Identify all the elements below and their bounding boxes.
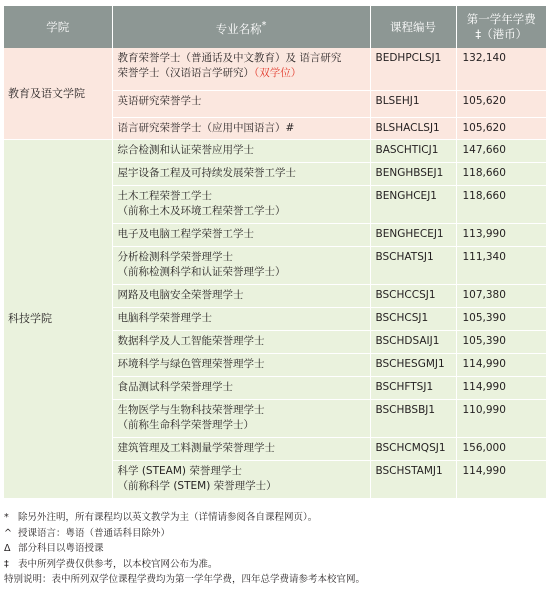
programme-name-cell bbox=[112, 284, 370, 307]
programme-code-cell: BENGHECEJ1 bbox=[370, 223, 456, 246]
footnote-symbol: ^ bbox=[4, 527, 12, 539]
programme-name-line: 环境科学与绿色管理荣誉理学士 bbox=[117, 357, 265, 370]
programme-name-cell bbox=[112, 162, 370, 185]
tuition-fee-cell: 113,990 bbox=[456, 223, 546, 246]
footnote-symbol: ‡ bbox=[4, 558, 9, 570]
programme-table-container bbox=[4, 6, 546, 499]
programme-name-cell bbox=[112, 117, 370, 139]
programme-name-line: 土木工程荣誉工学士 bbox=[117, 189, 212, 202]
programme-name-cell bbox=[112, 353, 370, 376]
faculty-cell: 科技学院 bbox=[4, 139, 112, 498]
programme-name-line: 电脑科学荣誉理学士 bbox=[117, 311, 212, 324]
programme-name-line: 食品测试科学荣誉理学士 bbox=[117, 380, 233, 393]
faculty-cell: 教育及语文学院 bbox=[4, 48, 112, 139]
programme-name-line bbox=[118, 479, 366, 494]
table-header-row bbox=[4, 6, 546, 48]
programme-name-line bbox=[118, 66, 366, 81]
programme-name-cell bbox=[112, 460, 370, 498]
footnote-symbol: * bbox=[4, 512, 9, 523]
programme-code-cell: BSCHCMQSJ1 bbox=[370, 437, 456, 460]
programme-name-sub: （前称检测科学和认证荣誉理学士） bbox=[117, 265, 286, 278]
programme-name-line: 教育荣誉学士（普通话及中文教育）及 语言研究 bbox=[117, 52, 342, 64]
programme-name-sub: （前称生命科学荣誉理学士） bbox=[117, 418, 254, 431]
footnote-text: 除另外注明，所有课程均以英文教学为主（详情请参阅各自课程网页）。 bbox=[18, 512, 318, 523]
header-code: 课程编号 bbox=[370, 6, 456, 48]
programme-code-cell: BSCHBSBJ1 bbox=[370, 399, 456, 437]
programme-name-line: 数据科学及人工智能荣誉理学士 bbox=[117, 334, 265, 347]
programme-name-sub: （前称土木及环境工程荣誉工学士） bbox=[117, 204, 286, 217]
programme-name-cell bbox=[112, 246, 370, 284]
programme-name-line: 综合检测和认证荣誉应用学士 bbox=[117, 143, 254, 156]
programme-name-line: 分析检测科学荣誉理学士 bbox=[117, 250, 233, 263]
programme-code-cell: BSCHESGMJ1 bbox=[370, 353, 456, 376]
tuition-fee-cell: 114,990 bbox=[456, 460, 546, 498]
programme-name-cell bbox=[112, 90, 370, 117]
footnote-item bbox=[4, 526, 546, 542]
footnote-text: 授课语言：粤语（普通话科目除外） bbox=[18, 527, 171, 539]
tuition-fee-cell: 107,380 bbox=[456, 284, 546, 307]
programme-name-line: 建筑管理及工料测量学荣誉理学士 bbox=[117, 441, 275, 454]
programme-name-sub: （前称科学 (STEM) 荣誉理学士） bbox=[117, 479, 277, 492]
tuition-fee-cell: 118,660 bbox=[456, 162, 546, 185]
programme-code-cell: BSCHATSJ1 bbox=[370, 246, 456, 284]
tuition-fee-cell: 147,660 bbox=[456, 139, 546, 162]
programme-name-line bbox=[118, 265, 366, 280]
programme-name-cell bbox=[112, 48, 370, 90]
programme-name-line: 电子及电脑工程学荣誉工学士 bbox=[117, 227, 254, 240]
table-row bbox=[4, 48, 546, 90]
programme-name-cell bbox=[112, 185, 370, 223]
programme-code-cell: BENGHCEJ1 bbox=[370, 185, 456, 223]
double-degree-label: （双学位） bbox=[254, 67, 302, 79]
programme-fee-table bbox=[4, 6, 547, 499]
tuition-fee-cell: 111,340 bbox=[456, 246, 546, 284]
header-fee-line1: 第一学年学费 bbox=[466, 12, 536, 26]
programme-name-cell bbox=[112, 307, 370, 330]
programme-name-cell bbox=[112, 223, 370, 246]
header-programme-label: 专业名称 bbox=[215, 21, 262, 36]
footnote-text: 表中所列学费仅供参考，以本校官网公布为准。 bbox=[18, 558, 218, 570]
tuition-fee-cell: 132,140 bbox=[456, 48, 546, 90]
footnote-item bbox=[4, 541, 546, 557]
tuition-fee-cell: 105,620 bbox=[456, 90, 546, 117]
footnote-item bbox=[4, 572, 546, 588]
programme-name-line: 网路及电脑安全荣誉理学士 bbox=[117, 288, 244, 301]
footnote-symbol: Δ bbox=[4, 543, 11, 554]
footnote-text: 特别说明：表中所列双学位课程学费均为第一学年学费，四年总学费请参考本校官网。 bbox=[4, 574, 366, 585]
header-fee bbox=[456, 6, 546, 48]
programme-name-line: 生物医学与生物科技荣誉理学士 bbox=[117, 403, 265, 416]
programme-name-cell bbox=[112, 437, 370, 460]
programme-name-line: 屋宇设备工程及可持续发展荣誉工学士 bbox=[117, 166, 296, 179]
programme-code-cell: BSCHCSJ1 bbox=[370, 307, 456, 330]
tuition-fee-cell: 156,000 bbox=[456, 437, 546, 460]
header-programme-mark: * bbox=[261, 19, 267, 31]
header-faculty: 学院 bbox=[4, 6, 112, 48]
programme-name-cell bbox=[112, 330, 370, 353]
footnote-item bbox=[4, 557, 546, 573]
programme-code-cell: BEDHPCLSJ1 bbox=[370, 48, 456, 90]
header-fee-line2: ‡（港币） bbox=[475, 27, 528, 41]
footnote-item bbox=[4, 510, 546, 526]
programme-name-sub: 荣誉学士（汉语语言学研究） bbox=[117, 67, 254, 79]
programme-code-cell: BSCHSTAMJ1 bbox=[370, 460, 456, 498]
programme-name-line: 语言研究荣誉学士（应用中国语言）# bbox=[117, 121, 295, 134]
programme-code-cell: BSCHCCSJ1 bbox=[370, 284, 456, 307]
programme-code-cell: BLSHACLSJ1 bbox=[370, 117, 456, 139]
footnote-text: 部分科目以粤语授课 bbox=[18, 543, 104, 554]
programme-code-cell: BASCHTICJ1 bbox=[370, 139, 456, 162]
tuition-fee-cell: 105,390 bbox=[456, 330, 546, 353]
programme-name-cell bbox=[112, 139, 370, 162]
programme-code-cell: BSCHDSAIJ1 bbox=[370, 330, 456, 353]
tuition-fee-cell: 105,390 bbox=[456, 307, 546, 330]
tuition-fee-cell: 118,660 bbox=[456, 185, 546, 223]
tuition-fee-cell: 105,620 bbox=[456, 117, 546, 139]
programme-name-cell bbox=[112, 399, 370, 437]
tuition-fee-cell: 114,990 bbox=[456, 353, 546, 376]
programme-name-cell bbox=[112, 376, 370, 399]
tuition-fee-cell: 114,990 bbox=[456, 376, 546, 399]
tuition-fee-cell: 110,990 bbox=[456, 399, 546, 437]
programme-code-cell: BSCHFTSJ1 bbox=[370, 376, 456, 399]
programme-name-line: 英语研究荣誉学士 bbox=[117, 94, 202, 107]
programme-name-line bbox=[118, 204, 366, 219]
programme-code-cell: BLSEHJ1 bbox=[370, 90, 456, 117]
table-row bbox=[4, 139, 546, 162]
footnotes bbox=[4, 510, 546, 588]
header-programme bbox=[112, 6, 370, 48]
programme-name-line: 科学 (STEAM) 荣誉理学士 bbox=[117, 464, 242, 477]
programme-code-cell: BENGHBSEJ1 bbox=[370, 162, 456, 185]
programme-name-line bbox=[118, 418, 366, 433]
